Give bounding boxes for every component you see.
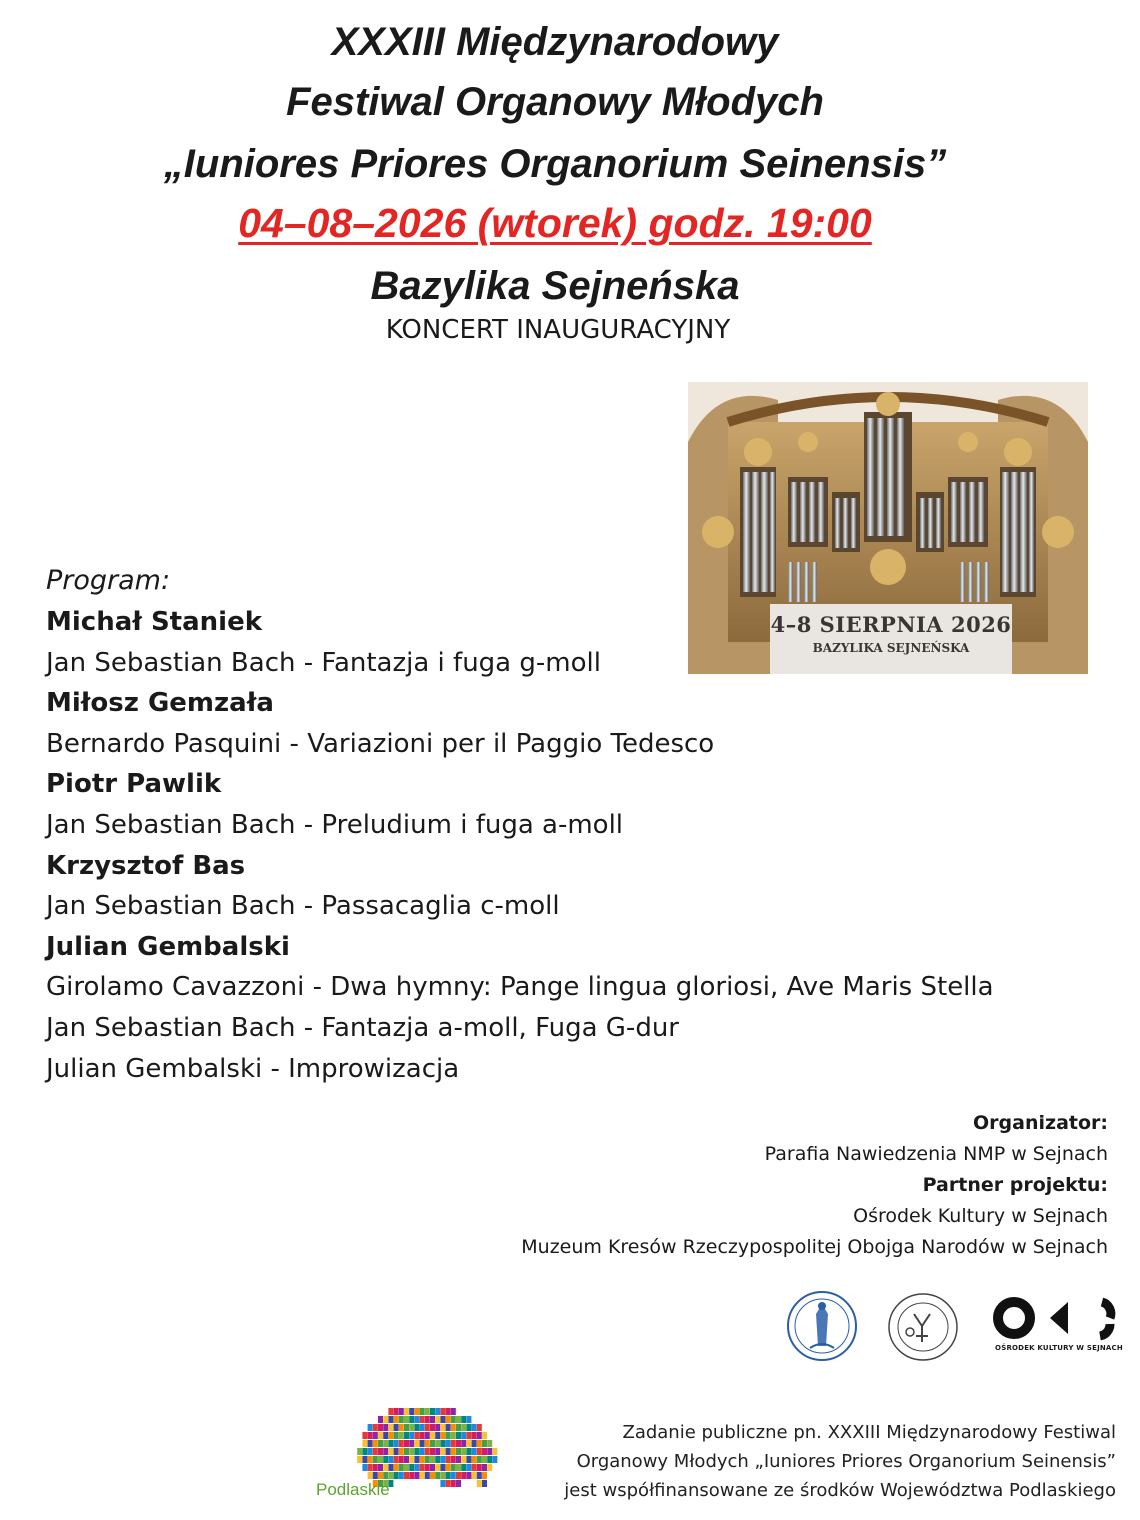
okb-logo [992,1296,1126,1356]
program-piece: Jan Sebastian Bach - Fantazja i fuga g-moll [46,647,601,678]
program-piece: Julian Gembalski - Improwizacja [46,1053,460,1084]
partner-label: Partner projektu: [922,1174,1108,1196]
performer-name: Krzysztof Bas [46,850,246,881]
program-section [46,562,1106,1089]
performer-name: Julian Gembalski [46,931,290,962]
festival-title-line-1: XXXIII Międzynarodowy [331,20,779,64]
funding-statement [476,1418,1116,1505]
program-list [46,602,1106,1089]
program-heading: Program: [46,565,171,596]
funding-line-1: Zadanie publiczne pn. XXXIII Międzynarodowy Festiwal [622,1422,1116,1443]
program-piece: Girolamo Cavazzoni - Dwa hymny: Pange lingua gloriosi, Ave Maris Stella [46,972,994,1003]
funding-line-2: Organowy Młodych „Iuniores Priores Organorium Seinensis” [576,1451,1116,1472]
performer-name: Michał Staniek [46,607,262,637]
festival-latin-name: „Iuniores Priores Organorium Seinensis” [163,142,947,186]
credits-block [408,1108,1108,1263]
okb-caption: OŚRODEK KULTURY W SEJNACH [995,1344,1123,1352]
performer-name: Piotr Pawlik [46,769,222,800]
performer-name: Miłosz Gemzała [46,688,274,719]
concert-type: KONCERT INAUGURACYJNY [385,315,731,345]
partner-name-2: Muzeum Kresów Rzeczypospolitej Obojga Narodów w Sejnach [521,1236,1108,1258]
museum-seal-icon [886,1292,960,1362]
program-piece: Bernardo Pasquini - Variazioni per il Paggio Tedesco [46,728,715,759]
program-piece: Jan Sebastian Bach - Fantazja a-moll, Fuga G-dur [46,1012,679,1043]
program-piece: Jan Sebastian Bach - Preludium i fuga a-moll [46,809,624,840]
festival-title-line-2: Festiwal Organowy Młodych [286,80,824,124]
organizer-name: Parafia Nawiedzenia NMP w Sejnach [764,1143,1108,1165]
program-piece: Jan Sebastian Bach - Passacaglia c-moll [46,891,560,922]
funding-line-3: jest współfinansowane ze środków Województwa Podlaskiego [564,1480,1116,1501]
organizer-label: Organizator: [973,1112,1108,1134]
concert-venue: Bazylika Sejneńska [370,264,740,308]
badge-date: 4–8 SIERPNIA 2026 [770,612,1012,637]
partner-name-1: Ośrodek Kultury w Sejnach [853,1205,1108,1227]
podlaskie-label: Podlaskie [316,1480,390,1499]
parish-seal-icon [786,1290,858,1362]
badge-place: BAZYLIKA SEJNEŃSKA [812,641,970,655]
concert-date: 04–08–2026 (wtorek) godz. 19:00 [238,200,872,246]
